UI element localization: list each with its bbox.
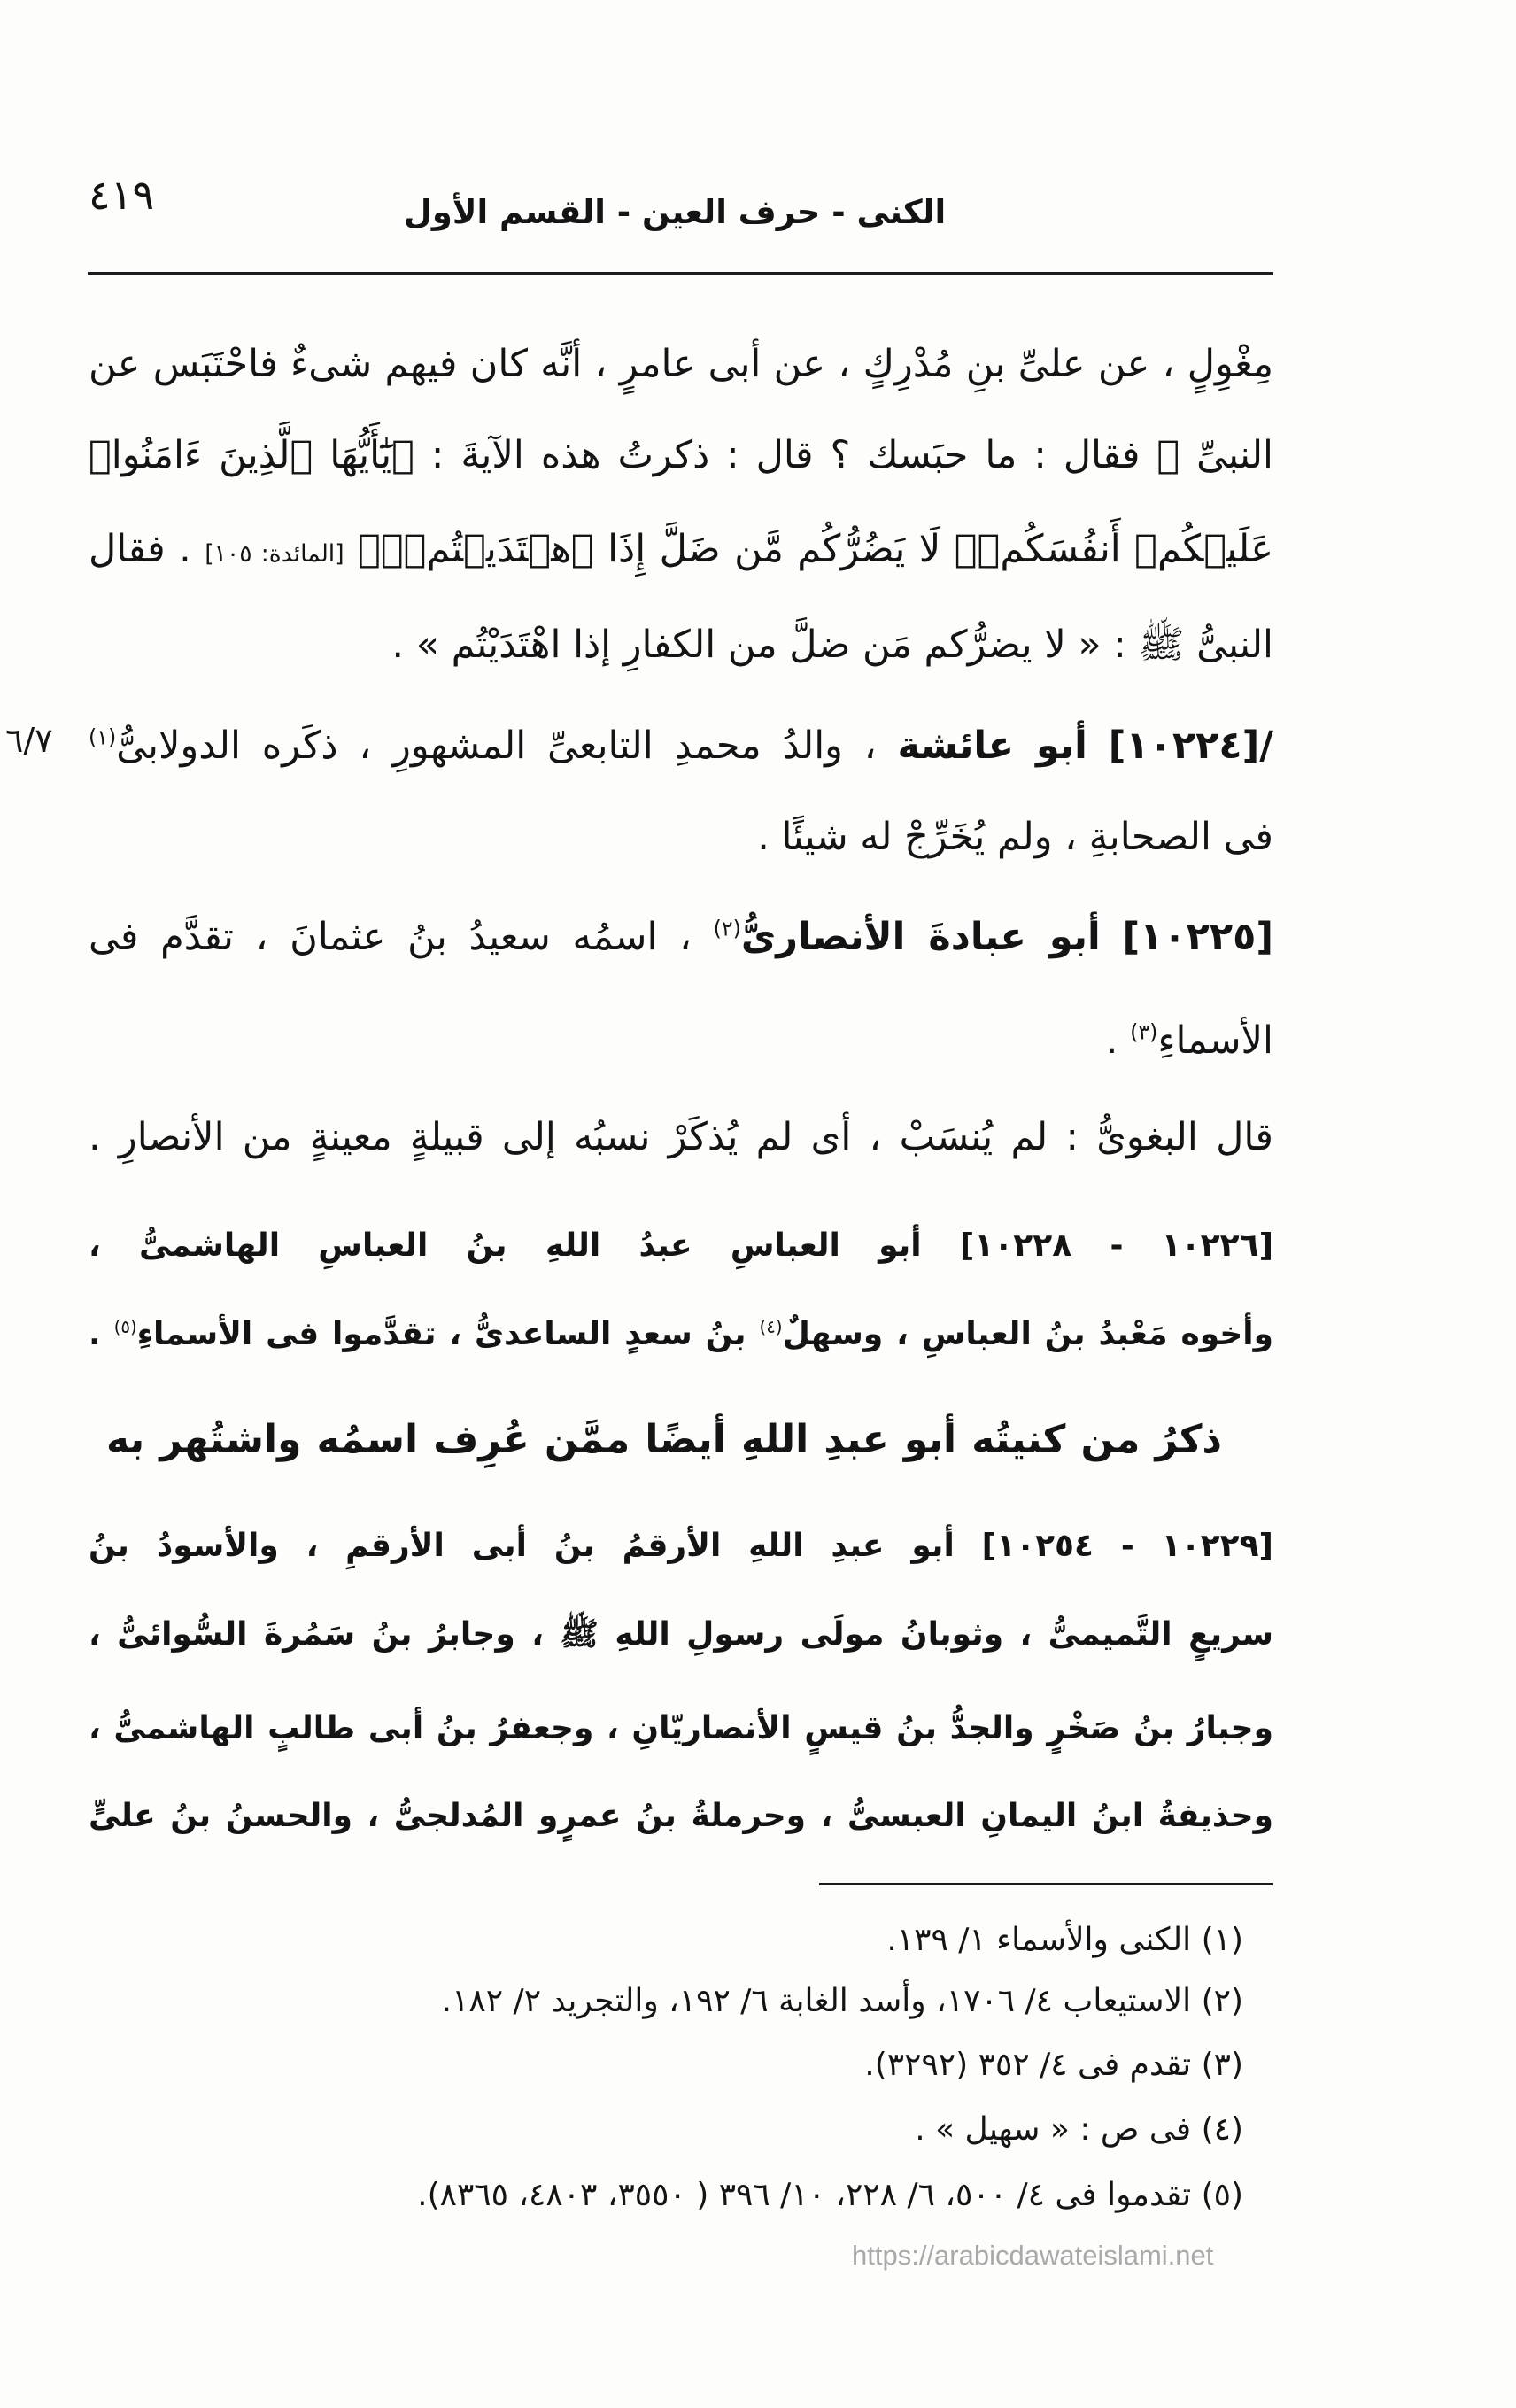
header-rule xyxy=(88,272,1273,275)
text-line xyxy=(89,996,1273,1085)
text-line xyxy=(89,320,1273,408)
text-line xyxy=(89,793,1273,881)
page-break-marker: / xyxy=(1259,724,1273,768)
text-span: ، اسمُه سعيدُ بنُ عثمانَ ، تقدَّم فى xyxy=(89,915,692,959)
footnote-text: الكنى والأسماء ١/ ١٣٩. xyxy=(886,1922,1192,1958)
footnote-rule xyxy=(819,1883,1273,1885)
entry-line xyxy=(89,893,1273,981)
footnote-text: الاستيعاب ٤/ ١٧٠٦، وأسد الغابة ٦/ ١٩٢، والتجريد ٢/ ١٨٢. xyxy=(441,1983,1192,2019)
footnote-number: (٤) xyxy=(1201,2111,1243,2148)
text-span: الأسماءِ xyxy=(1157,1018,1273,1063)
entry-name: سريعٍ التَّميمىُّ ، وثوبانُ مولَى رسولِ اللهِ ﷺ ، وجابرُ بنُ سَمُرةَ السُّوائىُّ ، xyxy=(89,1616,1273,1653)
entry-name: أبو عبادةَ الأنصارىُّ xyxy=(740,915,1101,959)
text-span: النبىِّ ﷺ فقال : ما حبَسك ؟ قال : ذكرتُ هذه الآيةَ : xyxy=(430,433,1273,477)
text-span: . xyxy=(1105,1018,1118,1063)
footnote-text: تقدم فى ٤/ ٣٥٢ (٣٢٩٢). xyxy=(864,2047,1192,2083)
footnote xyxy=(159,2040,1243,2090)
text-span: . فقال xyxy=(89,527,191,571)
entry-number: [١٠٢٢٥] xyxy=(1122,915,1273,959)
entry-line xyxy=(89,1684,1273,1773)
quran-verse: عَلَيۡكُمۡ أَنفُسَكُمۡۖ لَا يَضُرُّكُم مَّن ضَلَّ إِذَا ٱهۡتَدَيۡتُمۡۚ﴾ xyxy=(358,527,1274,571)
footnote-number: (٥) xyxy=(1201,2177,1243,2213)
entry-number: [١٠٢٢٤] xyxy=(1108,724,1260,768)
footnote-ref: (٣) xyxy=(1130,1019,1158,1045)
footnote-ref: (٢) xyxy=(713,916,741,941)
entry-line xyxy=(89,1202,1273,1290)
text-span: النبىُّ ﷺ : « لا يضرُّكم مَن ضلَّ من الكفارِ إذا اهْتَدَيْتُم » . xyxy=(391,623,1273,667)
entry-line xyxy=(89,1502,1273,1591)
text-span: فى الصحابةِ ، ولم يُخَرِّجْ له شيئًا . xyxy=(757,815,1273,859)
footnote-ref: (٤) xyxy=(759,1317,783,1337)
baghawi-note: قال البغوىُّ : لم يُنسَبْ ، أى لم يُذكَرْ نسبُه إلى قبيلةٍ معينةٍ من الأنصارِ . xyxy=(89,1115,1273,1159)
entry-line xyxy=(89,1290,1273,1379)
footnote-number: (٢) xyxy=(1201,1983,1243,2019)
footnote xyxy=(159,2171,1243,2220)
entry-number: [١٠٢٢٩ - ١٠٢٥٤] xyxy=(981,1528,1273,1564)
text-line xyxy=(89,505,1273,599)
footnote xyxy=(159,1916,1243,1965)
margin-page-ref: ٦/٧ xyxy=(5,721,53,760)
text-span: مِغْوِلٍ ، عن علىِّ بنِ مُدْرِكٍ ، عن أبى عامرٍ ، أنَّه كان فيهم شىءٌ فاحْتَبَس عن xyxy=(89,342,1273,386)
footnote-ref: (١) xyxy=(89,724,117,750)
running-header-title: الكنى - حرف العين - القسم الأول xyxy=(403,193,947,231)
quran-verse: ﴿يَٰٓأَيُّهَا ٱلَّذِينَ ءَامَنُوا۟ xyxy=(89,433,414,477)
text-line xyxy=(89,1093,1273,1181)
text-line xyxy=(89,600,1273,689)
footnote-text: فى ص : « سهيل » . xyxy=(915,2111,1192,2148)
section-heading: ذكرُ من كنيتُه أبو عبدِ اللهِ أيضًا ممَّن عُرِف اسمُه واشتُهر به xyxy=(106,1417,1222,1462)
text-span: ، والدُ محمدِ التابعىِّ المشهورِ ، ذكَره الدولابىُّ xyxy=(116,724,877,768)
text-span: . xyxy=(89,1316,101,1352)
entry-number: [١٠٢٢٦ - ١٠٢٢٨] xyxy=(959,1227,1274,1264)
footnote xyxy=(159,2105,1243,2155)
entry-name: وجبارُ بنُ صَخْرٍ والجدُّ بنُ قيسٍ الأنصاريّانِ ، وجعفرُ بنُ أبى طالبٍ الهاشمىُّ ، xyxy=(89,1710,1273,1746)
entry-line xyxy=(89,1591,1273,1679)
footnote xyxy=(159,1977,1243,2026)
text-line xyxy=(89,411,1273,499)
watermark-url: https://arabicdawateislami.net xyxy=(852,2240,1214,2271)
entry-name: أبو العباسِ عبدُ اللهِ بنُ العباسِ الهاشمىُّ ، xyxy=(89,1227,922,1264)
entry-name: أبو عبدِ اللهِ الأرقمُ بنُ أبى الأرقمِ ، والأسودُ بنُ xyxy=(89,1528,955,1564)
entry-line xyxy=(89,1772,1273,1861)
footnote-number: (٣) xyxy=(1201,2047,1243,2083)
entry-name: أبو عائشة xyxy=(897,724,1087,768)
footnote-number: (١) xyxy=(1201,1922,1243,1958)
text-span: بنُ سعدٍ الساعدىُّ ، تقدَّموا فى الأسماءِ xyxy=(136,1316,746,1352)
footnote-ref: (٥) xyxy=(113,1317,137,1337)
footnote-text: تقدموا فى ٤/ ٥٠٠، ٦/ ٢٢٨، ١٠/ ٣٩٦ ( ٣٥٥٠، ٤٨٠٣، ٨٣٦٥). xyxy=(417,2177,1192,2213)
text-span: وأخوه مَعْبدُ بنُ العباسِ ، وسهلٌ xyxy=(782,1316,1273,1352)
entry-name: وحذيفةُ ابنُ اليمانِ العبسىُّ ، وحرملةُ بنُ عمرٍو المُدلجىُّ ، والحسنُ بنُ علىٍّ xyxy=(89,1798,1273,1834)
page-number: ٤١٩ xyxy=(89,171,155,219)
quran-reference: [المائدة: ١٠٥] xyxy=(205,540,344,568)
entry-line xyxy=(89,701,1273,790)
